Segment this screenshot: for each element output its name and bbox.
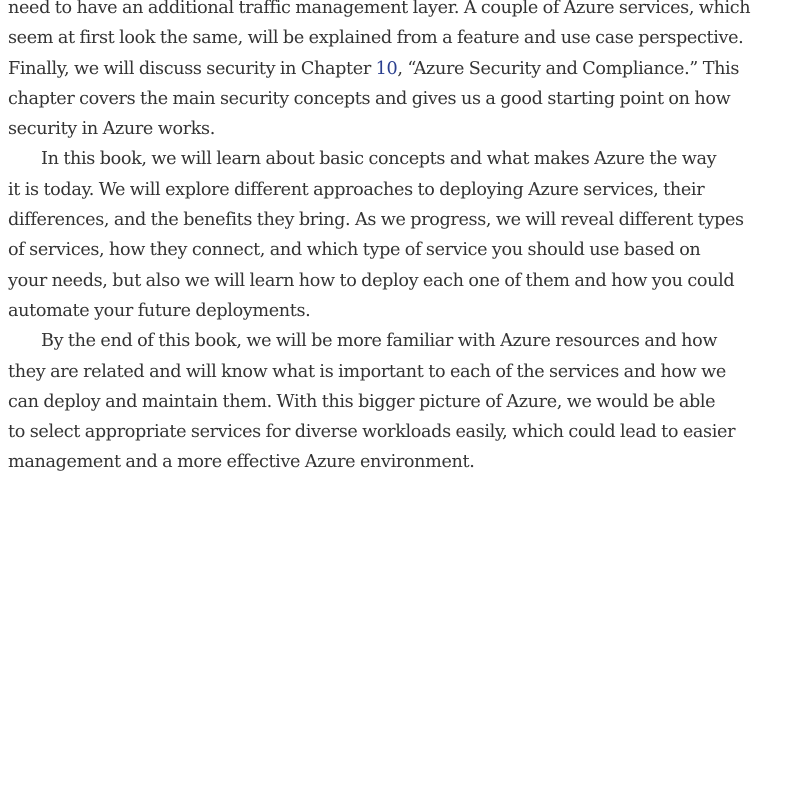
text-line: chapter covers the main security concepts and gives us a good starting point on how: [8, 88, 731, 109]
paragraph-book-outcome: [8, 326, 798, 477]
text-line: seem at first look the same, will be explained from a feature and use case perspective.: [8, 28, 744, 49]
text-line: differences, and the benefits they bring. As we progress, we will reveal different types: [8, 210, 744, 231]
book-page-text: [8, 0, 798, 478]
text-line-chapter-ref: [8, 54, 798, 84]
text-line: can deploy and maintain them. With this bigger picture of Azure, we would be able: [8, 391, 716, 412]
text-line: it is today. We will explore different approaches to deploying Azure services, their: [8, 179, 705, 200]
text-line: need to have an additional traffic management layer. A couple of Azure services, which: [8, 0, 751, 18]
text-line: management and a more effective Azure environment.: [8, 452, 475, 473]
text-line: By the end of this book, we will be more familiar with Azure resources and how: [41, 331, 718, 352]
text-line: automate your future deployments.: [8, 300, 311, 321]
chapter-link[interactable]: 10: [375, 58, 398, 79]
text-line: they are related and will know what is important to each of the services and how we: [8, 361, 726, 382]
text-line: to select appropriate services for diverse workloads easily, which could lead to easier: [8, 422, 736, 443]
text-segment: Finally, we will discuss security in Chapter: [8, 58, 376, 79]
paragraph-book-overview: [8, 144, 798, 326]
text-line: security in Azure works.: [8, 119, 215, 140]
text-line: In this book, we will learn about basic concepts and what makes Azure the way: [41, 149, 717, 170]
text-segment: , “Azure Security and Compliance.” This: [397, 58, 740, 79]
text-line: of services, how they connect, and which type of service you should use based on: [8, 240, 701, 261]
paragraph-traffic-security: [8, 0, 798, 144]
text-line: your needs, but also we will learn how to deploy each one of them and how you could: [8, 270, 735, 291]
